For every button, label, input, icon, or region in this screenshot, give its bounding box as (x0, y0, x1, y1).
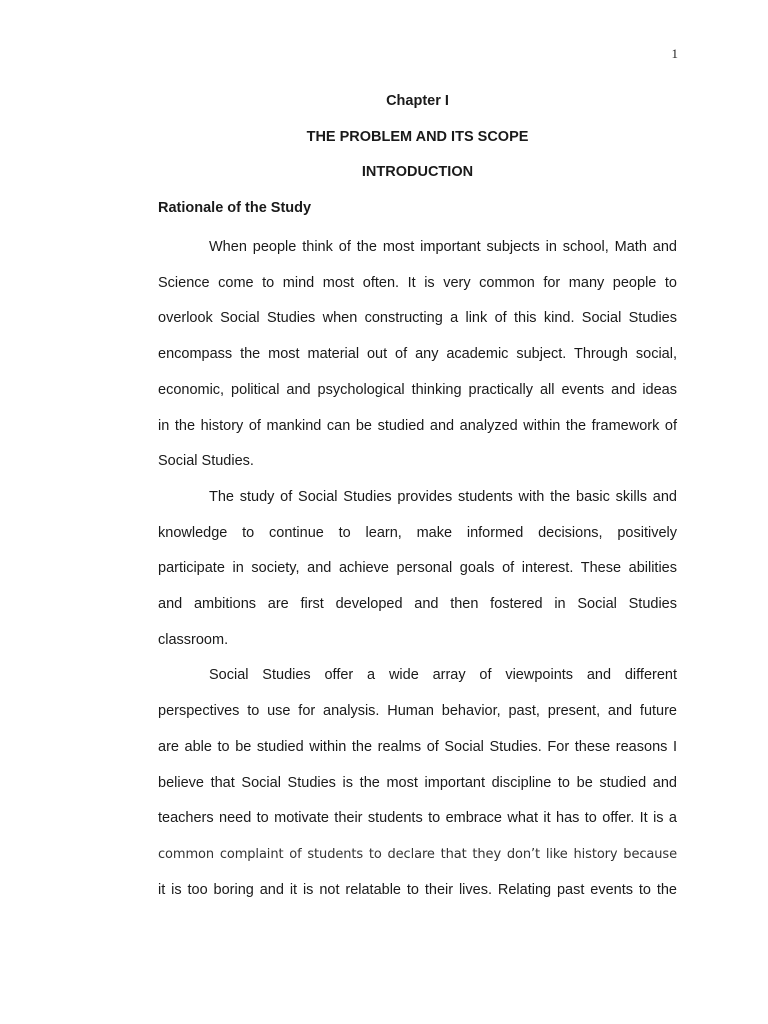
paragraph-line: participate in society, and achieve personal goals of interest. These abilities (158, 560, 677, 577)
paragraph-line: encompass the most material out of any academic subject. Through social, (158, 346, 677, 363)
chapter-title: THE PROBLEM AND ITS SCOPE (306, 128, 529, 145)
paragraph-line: economic, political and psychological thinking practically all events and ideas (158, 381, 677, 398)
paragraph-line: teachers need to motivate their students to embrace what it has to offer. It is a (158, 810, 677, 827)
paragraph-3 (158, 658, 677, 908)
paragraph-line: common complaint of students to declare that they don’t like history because (158, 846, 677, 862)
page-content (158, 88, 677, 908)
paragraph-line: classroom. (158, 631, 229, 648)
page-number: 1 (671, 46, 678, 61)
paragraph-line: and ambitions are first developed and then fostered in Social Studies (158, 596, 677, 613)
paragraph-line: are able to be studied within the realms of Social Studies. For these reasons I (158, 738, 677, 755)
paragraph-line: knowledge to continue to learn, make informed decisions, positively (158, 524, 677, 541)
paragraph-line: Social Studies offer a wide array of viewpoints and different (209, 667, 677, 684)
chapter-heading: Chapter I (386, 93, 449, 109)
paragraph-line: The study of Social Studies provides students with the basic skills and (209, 488, 677, 505)
paragraph-line: Science come to mind most often. It is very common for many people to (158, 274, 677, 291)
paragraph-line: Social Studies. (158, 453, 254, 470)
paragraph-line: perspectives to use for analysis. Human behavior, past, present, and future (158, 703, 677, 720)
paragraph-line: it is too boring and it is not relatable to their lives. Relating past events to the (158, 881, 677, 898)
introduction-heading: INTRODUCTION (361, 164, 474, 180)
paragraph-1 (158, 230, 677, 480)
paragraph-line: in the history of mankind can be studied and analyzed within the framework of (158, 417, 677, 434)
paragraph-line: believe that Social Studies is the most important discipline to be studied and (158, 774, 677, 791)
paragraph-2 (158, 480, 677, 659)
paragraph-line: When people think of the most important subjects in school, Math and (209, 239, 677, 255)
section-heading: Rationale of the Study (158, 199, 312, 216)
paragraph-line: overlook Social Studies when constructing a link of this kind. Social Studies (158, 310, 677, 327)
